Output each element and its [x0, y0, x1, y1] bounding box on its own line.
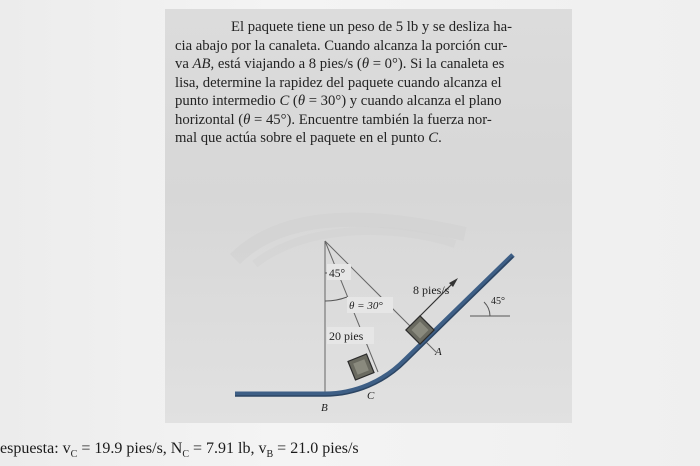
incline-angle-label: 45° — [491, 296, 505, 307]
answer-nc-subscript: C — [182, 449, 190, 461]
problem-line-5: punto intermedio C (θ = 30°) y cuando alcanza el plano — [175, 93, 502, 109]
package-at-a — [406, 316, 434, 344]
problem-line-3: va AB, está viajando a 8 pies/s (θ = 0°). Si la canaleta es — [175, 56, 505, 72]
textbook-problem-card — [165, 9, 572, 423]
chute-track-shadow — [235, 257, 513, 396]
answer-vc-value: = 19.9 pies/s, N — [77, 440, 183, 457]
answer-line — [0, 440, 359, 460]
package-at-c — [348, 354, 374, 380]
answer-prefix: espuesta: v — [0, 440, 71, 457]
answer-vb-subscript: B — [266, 449, 274, 461]
point-b-label: B — [321, 402, 328, 414]
angle-top-label: 45° — [329, 268, 346, 280]
problem-line-4: lisa, determine la rapidez del paquete cuando alcanza el — [175, 74, 502, 91]
problem-line-2: cia abajo por la canaleta. Cuando alcanza la porción cur- — [175, 37, 508, 54]
answer-vb-value: = 21.0 pies/s — [273, 440, 359, 457]
chute-diagram — [165, 9, 572, 423]
point-a-label: A — [435, 346, 442, 358]
velocity-label: 8 pies/s — [413, 283, 450, 297]
problem-line-1: El paquete tiene un peso de 5 lb y se desliza ha- — [231, 19, 513, 35]
radius-label: 20 pies — [329, 329, 364, 343]
problem-line-7: mal que actúa sobre el paquete en el punto C. — [175, 130, 442, 146]
point-c-label: C — [367, 390, 375, 402]
answer-vc-subscript: C — [70, 449, 78, 461]
problem-line-6: horizontal (θ = 45°). Encuentre también la fuerza nor- — [175, 111, 492, 128]
angle-arc-30 — [325, 297, 347, 301]
incline-angle-arc — [484, 302, 490, 316]
answer-nc-value: = 7.91 lb, v — [189, 440, 267, 457]
theta-label: θ = 30° — [349, 300, 383, 312]
